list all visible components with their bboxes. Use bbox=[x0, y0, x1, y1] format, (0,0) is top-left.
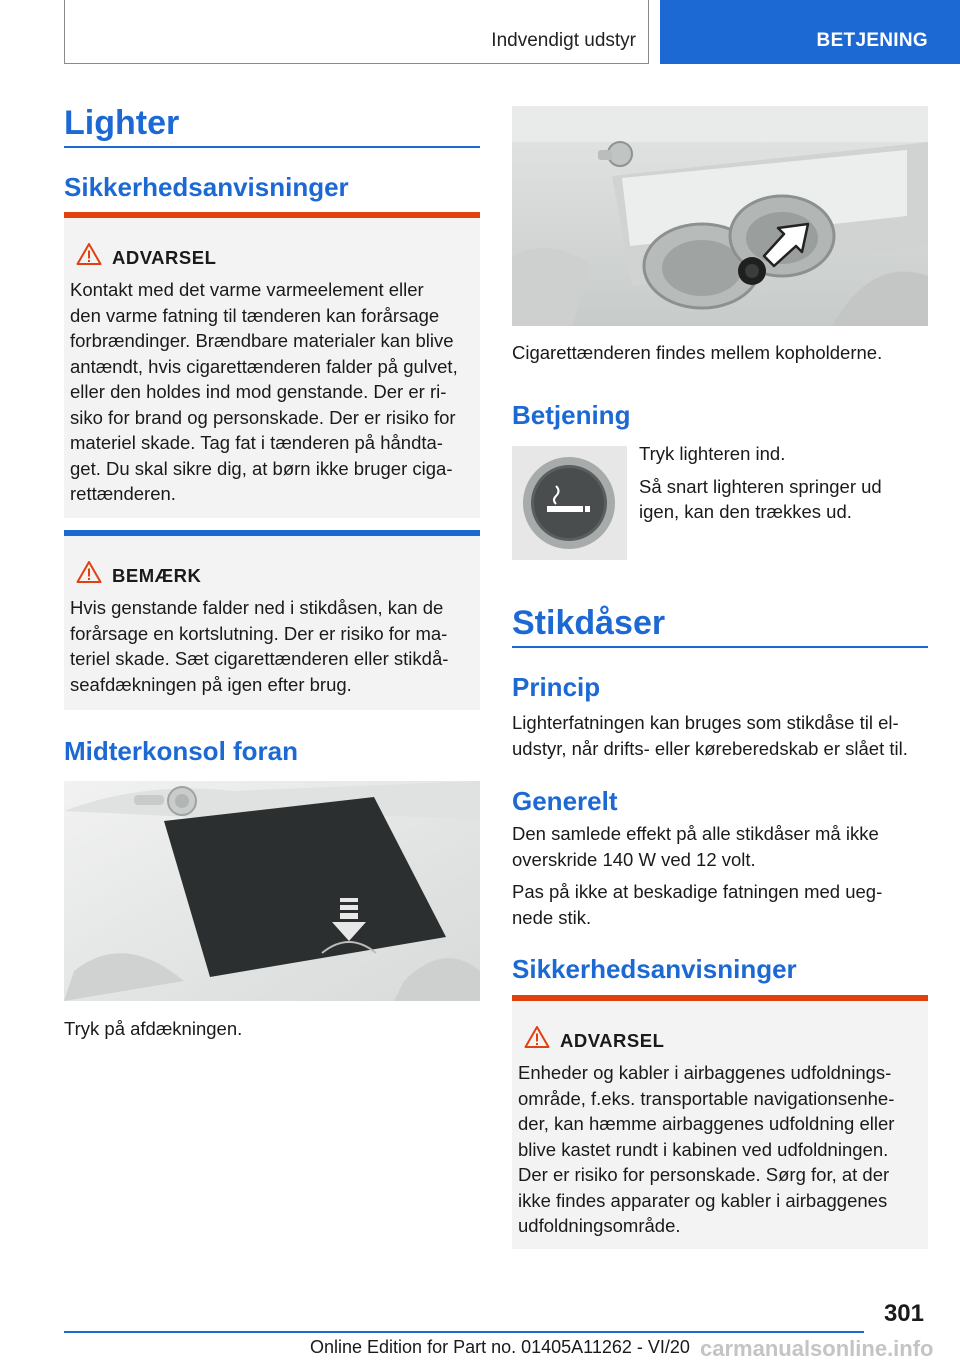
warning-triangle-icon bbox=[76, 242, 102, 266]
note-label: BEMÆRK bbox=[112, 565, 202, 586]
right-warning-box bbox=[512, 995, 928, 1249]
safety-heading: Sikkerhedsanvisninger bbox=[64, 172, 349, 202]
principle-heading: Princip bbox=[512, 672, 601, 702]
header-section-title: Indvendigt udstyr bbox=[491, 30, 636, 51]
general-heading: Generelt bbox=[512, 786, 618, 816]
watermark: carmanualsonline.info bbox=[700, 1336, 934, 1361]
cigarette-lighter-icon bbox=[512, 446, 627, 560]
header-section-box bbox=[64, 0, 649, 64]
cupholder-photo bbox=[512, 106, 928, 326]
warning-triangle-icon bbox=[76, 560, 102, 584]
sockets-divider bbox=[512, 646, 928, 648]
right-warning-text: Enheder og kabler i airbaggenes udfoldnings- område, f.eks. transportable navigationsenhe- der, kan hæmme airbaggenes udfoldning eller blive kastet rundt i kabinen ved udfoldningen. Der er risiko for personskade. Sørg for, at der ikke findes apparater og kabler i airbaggenes udfoldningsområde. bbox=[518, 1062, 895, 1236]
photo-caption: Cigarettænderen findes mellem kopholderne. bbox=[512, 342, 883, 363]
note-text: Hvis genstande falder ned i stikdåsen, kan de forårsage en kortslutning. Der er risiko for ma- teriel skade. Sæt cigarettænderen eller stikdå- seafdækningen på igen efter brug. bbox=[70, 597, 449, 695]
console-heading: Midterkonsol foran bbox=[64, 736, 299, 766]
footer-edition: Online Edition for Part no. 01405A11262 - VI/20 bbox=[310, 1337, 690, 1357]
right-safety-heading: Sikkerhedsanvisninger bbox=[512, 954, 797, 984]
page-title: Lighter bbox=[64, 104, 180, 142]
title-divider bbox=[64, 146, 480, 148]
general-text: Den samlede effekt på alle stikdåser må ikke overskride 140 W ved 12 volt. Pas på ikke at beskadige fatningen med ueg- nede stik. bbox=[512, 823, 883, 928]
console-caption: Tryk på afdækningen. bbox=[64, 1018, 243, 1039]
header-chapter-tab[interactable] bbox=[660, 0, 960, 64]
warning-box bbox=[64, 212, 480, 518]
page-number: 301 bbox=[883, 1300, 924, 1327]
operation-text: Tryk lighteren ind. Så snart lighteren springer ud igen, kan den trækkes ud. bbox=[639, 443, 882, 522]
sockets-title: Stikdåser bbox=[512, 604, 666, 642]
warning-label: ADVARSEL bbox=[112, 247, 217, 268]
principle-text: Lighterfatningen kan bruges som stikdåse til el- udstyr, når drifts- eller køreberedskab er slået til. bbox=[512, 712, 908, 759]
console-cover-image bbox=[64, 781, 480, 1001]
operation-heading: Betjening bbox=[512, 400, 631, 430]
right-warning-label: ADVARSEL bbox=[560, 1030, 665, 1051]
footer-divider bbox=[64, 1331, 864, 1333]
lighter-button-image bbox=[512, 446, 627, 560]
note-box bbox=[64, 530, 480, 710]
header-chapter-title: BETJENING bbox=[816, 30, 928, 51]
warning-triangle-icon bbox=[524, 1025, 550, 1049]
warning-text: Kontakt med det varme varmeelement eller den varme fatning til tænderen kan forårsage forbrændinger. Brændbare materialer kan blive antændt, hvis cigarettænderen falder på gulvet, eller den holdes ind mod genstande. Der er ri- siko for brand og personskade. Der er risiko for materiel skade. Tag fat i tænderen på håndta- get. Du skal sikre dig, at børn ikke bruger ciga- rettænderen. bbox=[70, 279, 458, 504]
